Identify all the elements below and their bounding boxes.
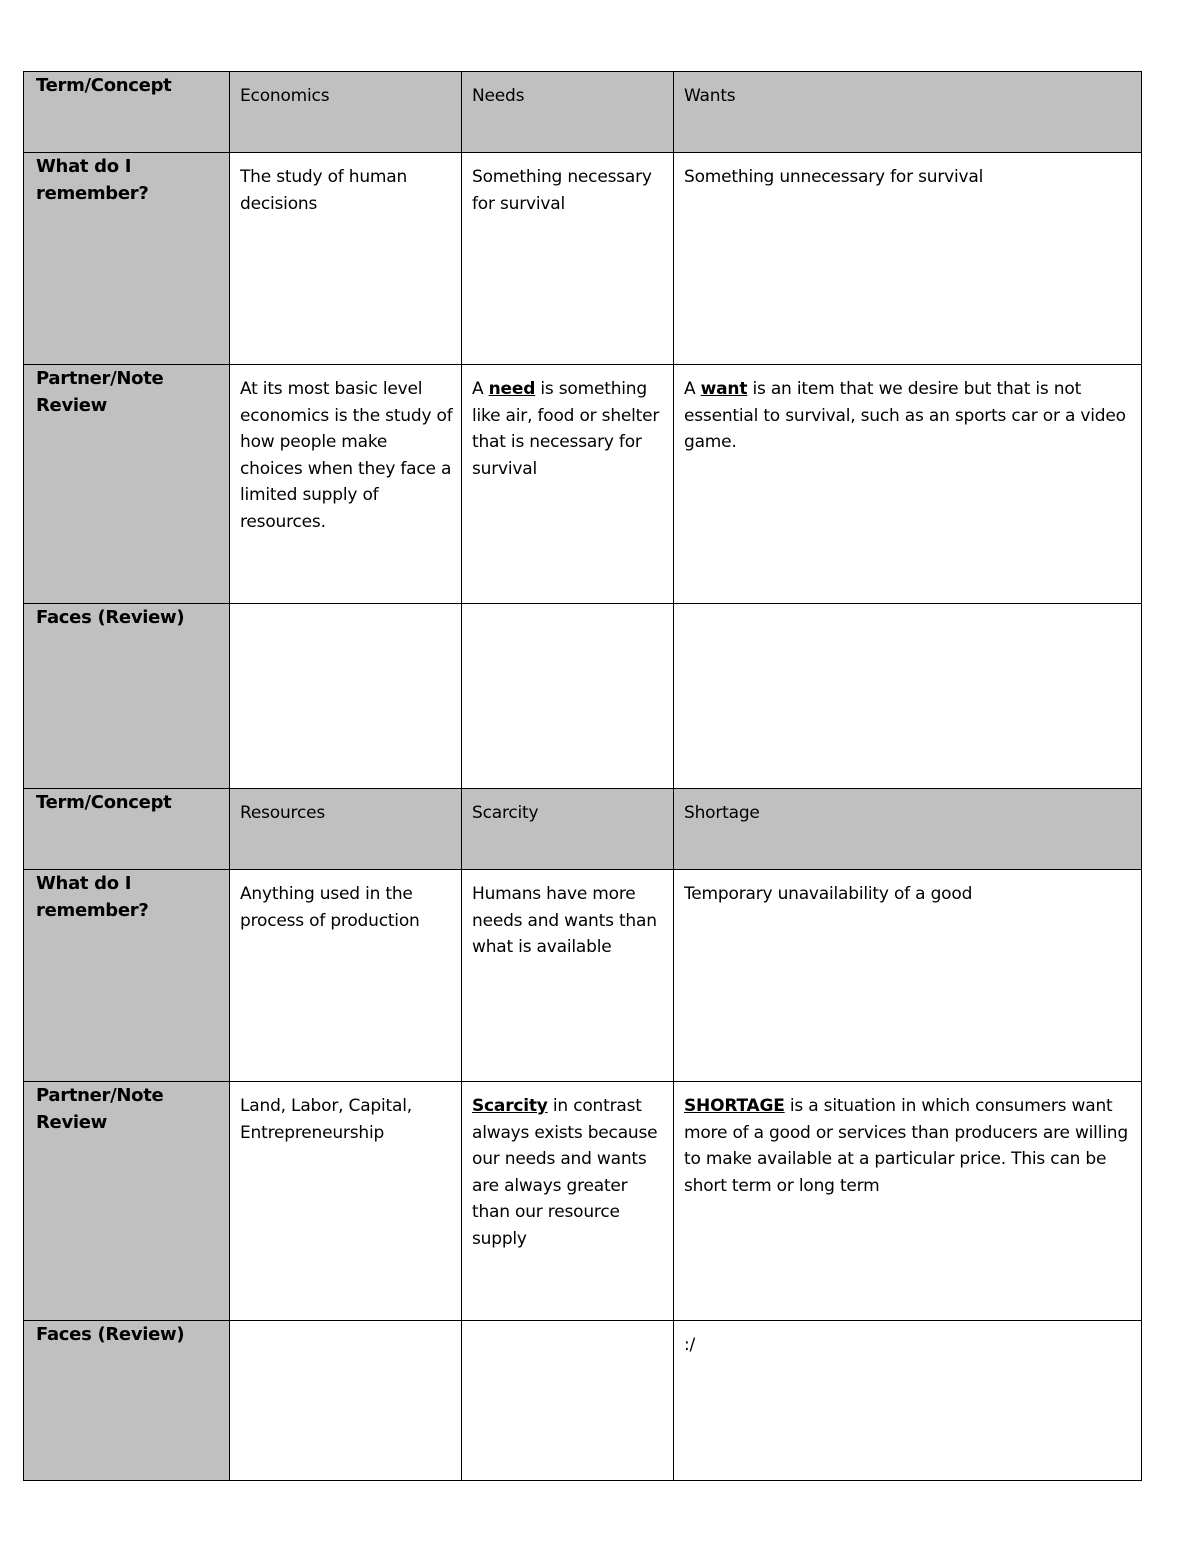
- term-cell: [674, 789, 1142, 870]
- faces-text: [230, 1321, 461, 1332]
- remember-text: Something unnecessary for survival: [684, 167, 984, 187]
- faces-text: :/: [684, 1335, 696, 1355]
- faces-text: [462, 604, 673, 615]
- term-cell: [674, 72, 1142, 153]
- remember-cell: [674, 870, 1142, 1082]
- term-cell: [462, 789, 674, 870]
- remember-text: Humans have more needs and wants than what is available: [472, 884, 657, 957]
- term-text: Needs: [472, 86, 525, 106]
- partner-cell: [674, 365, 1142, 604]
- term-text: Shortage: [684, 803, 760, 823]
- term-row: [24, 789, 1142, 870]
- remember-row: [24, 870, 1142, 1082]
- row-label-remember: [24, 153, 230, 365]
- remember-cell: [674, 153, 1142, 365]
- review-table: [23, 71, 1142, 1481]
- term-text: Economics: [240, 86, 330, 106]
- partner-text: A need is something like air, food or shelter that is necessary for survival: [472, 379, 660, 479]
- row-label-text: Term/Concept: [36, 75, 172, 96]
- partner-text: At its most basic level economics is the study of how people make choices when they face a limited supply of resources.: [240, 379, 453, 532]
- partner-cell: [230, 365, 462, 604]
- faces-cell: [674, 604, 1142, 789]
- faces-cell: [230, 604, 462, 789]
- row-label-term: [24, 72, 230, 153]
- partner-text: Land, Labor, Capital, Entrepreneurship: [240, 1096, 412, 1143]
- term-row: [24, 72, 1142, 153]
- term-cell: [230, 789, 462, 870]
- faces-cell: [462, 604, 674, 789]
- row-label-text: What do I remember?: [36, 873, 149, 921]
- faces-cell: [674, 1321, 1142, 1481]
- partner-text: A want is an item that we desire but that is not essential to survival, such as an sports car or a video game.: [684, 379, 1126, 452]
- row-label-faces: [24, 604, 230, 789]
- remember-text: The study of human decisions: [240, 167, 408, 214]
- partner-cell: [674, 1082, 1142, 1321]
- row-label-text: Term/Concept: [36, 792, 172, 813]
- remember-text: Temporary unavailability of a good: [684, 884, 973, 904]
- row-label-text: Partner/Note Review: [36, 368, 164, 416]
- keyword: need: [488, 379, 536, 399]
- remember-text: Something necessary for survival: [472, 167, 652, 214]
- faces-cell: [462, 1321, 674, 1481]
- remember-cell: [230, 153, 462, 365]
- faces-text: [462, 1321, 673, 1332]
- remember-cell: [462, 870, 674, 1082]
- partner-cell: [462, 1082, 674, 1321]
- row-label-faces: [24, 1321, 230, 1481]
- row-label-text: Faces (Review): [36, 1324, 185, 1345]
- term-text: Resources: [240, 803, 326, 823]
- faces-text: [230, 604, 461, 615]
- row-label-text: Faces (Review): [36, 607, 185, 628]
- row-label-text: Partner/Note Review: [36, 1085, 164, 1133]
- remember-row: [24, 153, 1142, 365]
- row-label-text: What do I remember?: [36, 156, 149, 204]
- faces-row: [24, 604, 1142, 789]
- row-label-partner: [24, 365, 230, 604]
- partner-row: [24, 1082, 1142, 1321]
- partner-cell: [462, 365, 674, 604]
- term-text: Scarcity: [472, 803, 539, 823]
- partner-row: [24, 365, 1142, 604]
- row-label-partner: [24, 1082, 230, 1321]
- term-cell: [462, 72, 674, 153]
- row-label-remember: [24, 870, 230, 1082]
- keyword: Scarcity: [472, 1096, 548, 1116]
- faces-text: [674, 604, 1141, 615]
- partner-cell: [230, 1082, 462, 1321]
- remember-text: Anything used in the process of production: [240, 884, 420, 931]
- partner-text: SHORTAGE is a situation in which consumers want more of a good or services than producers are willing to make available at a particular price. This can be short term or long term: [684, 1096, 1128, 1196]
- row-label-term: [24, 789, 230, 870]
- keyword: want: [700, 379, 748, 399]
- term-text: Wants: [684, 86, 736, 106]
- remember-cell: [230, 870, 462, 1082]
- term-cell: [230, 72, 462, 153]
- partner-text: Scarcity in contrast always exists because our needs and wants are always greater than our resource supply: [472, 1096, 658, 1249]
- remember-cell: [462, 153, 674, 365]
- keyword: SHORTAGE: [684, 1096, 785, 1116]
- faces-row: [24, 1321, 1142, 1481]
- faces-cell: [230, 1321, 462, 1481]
